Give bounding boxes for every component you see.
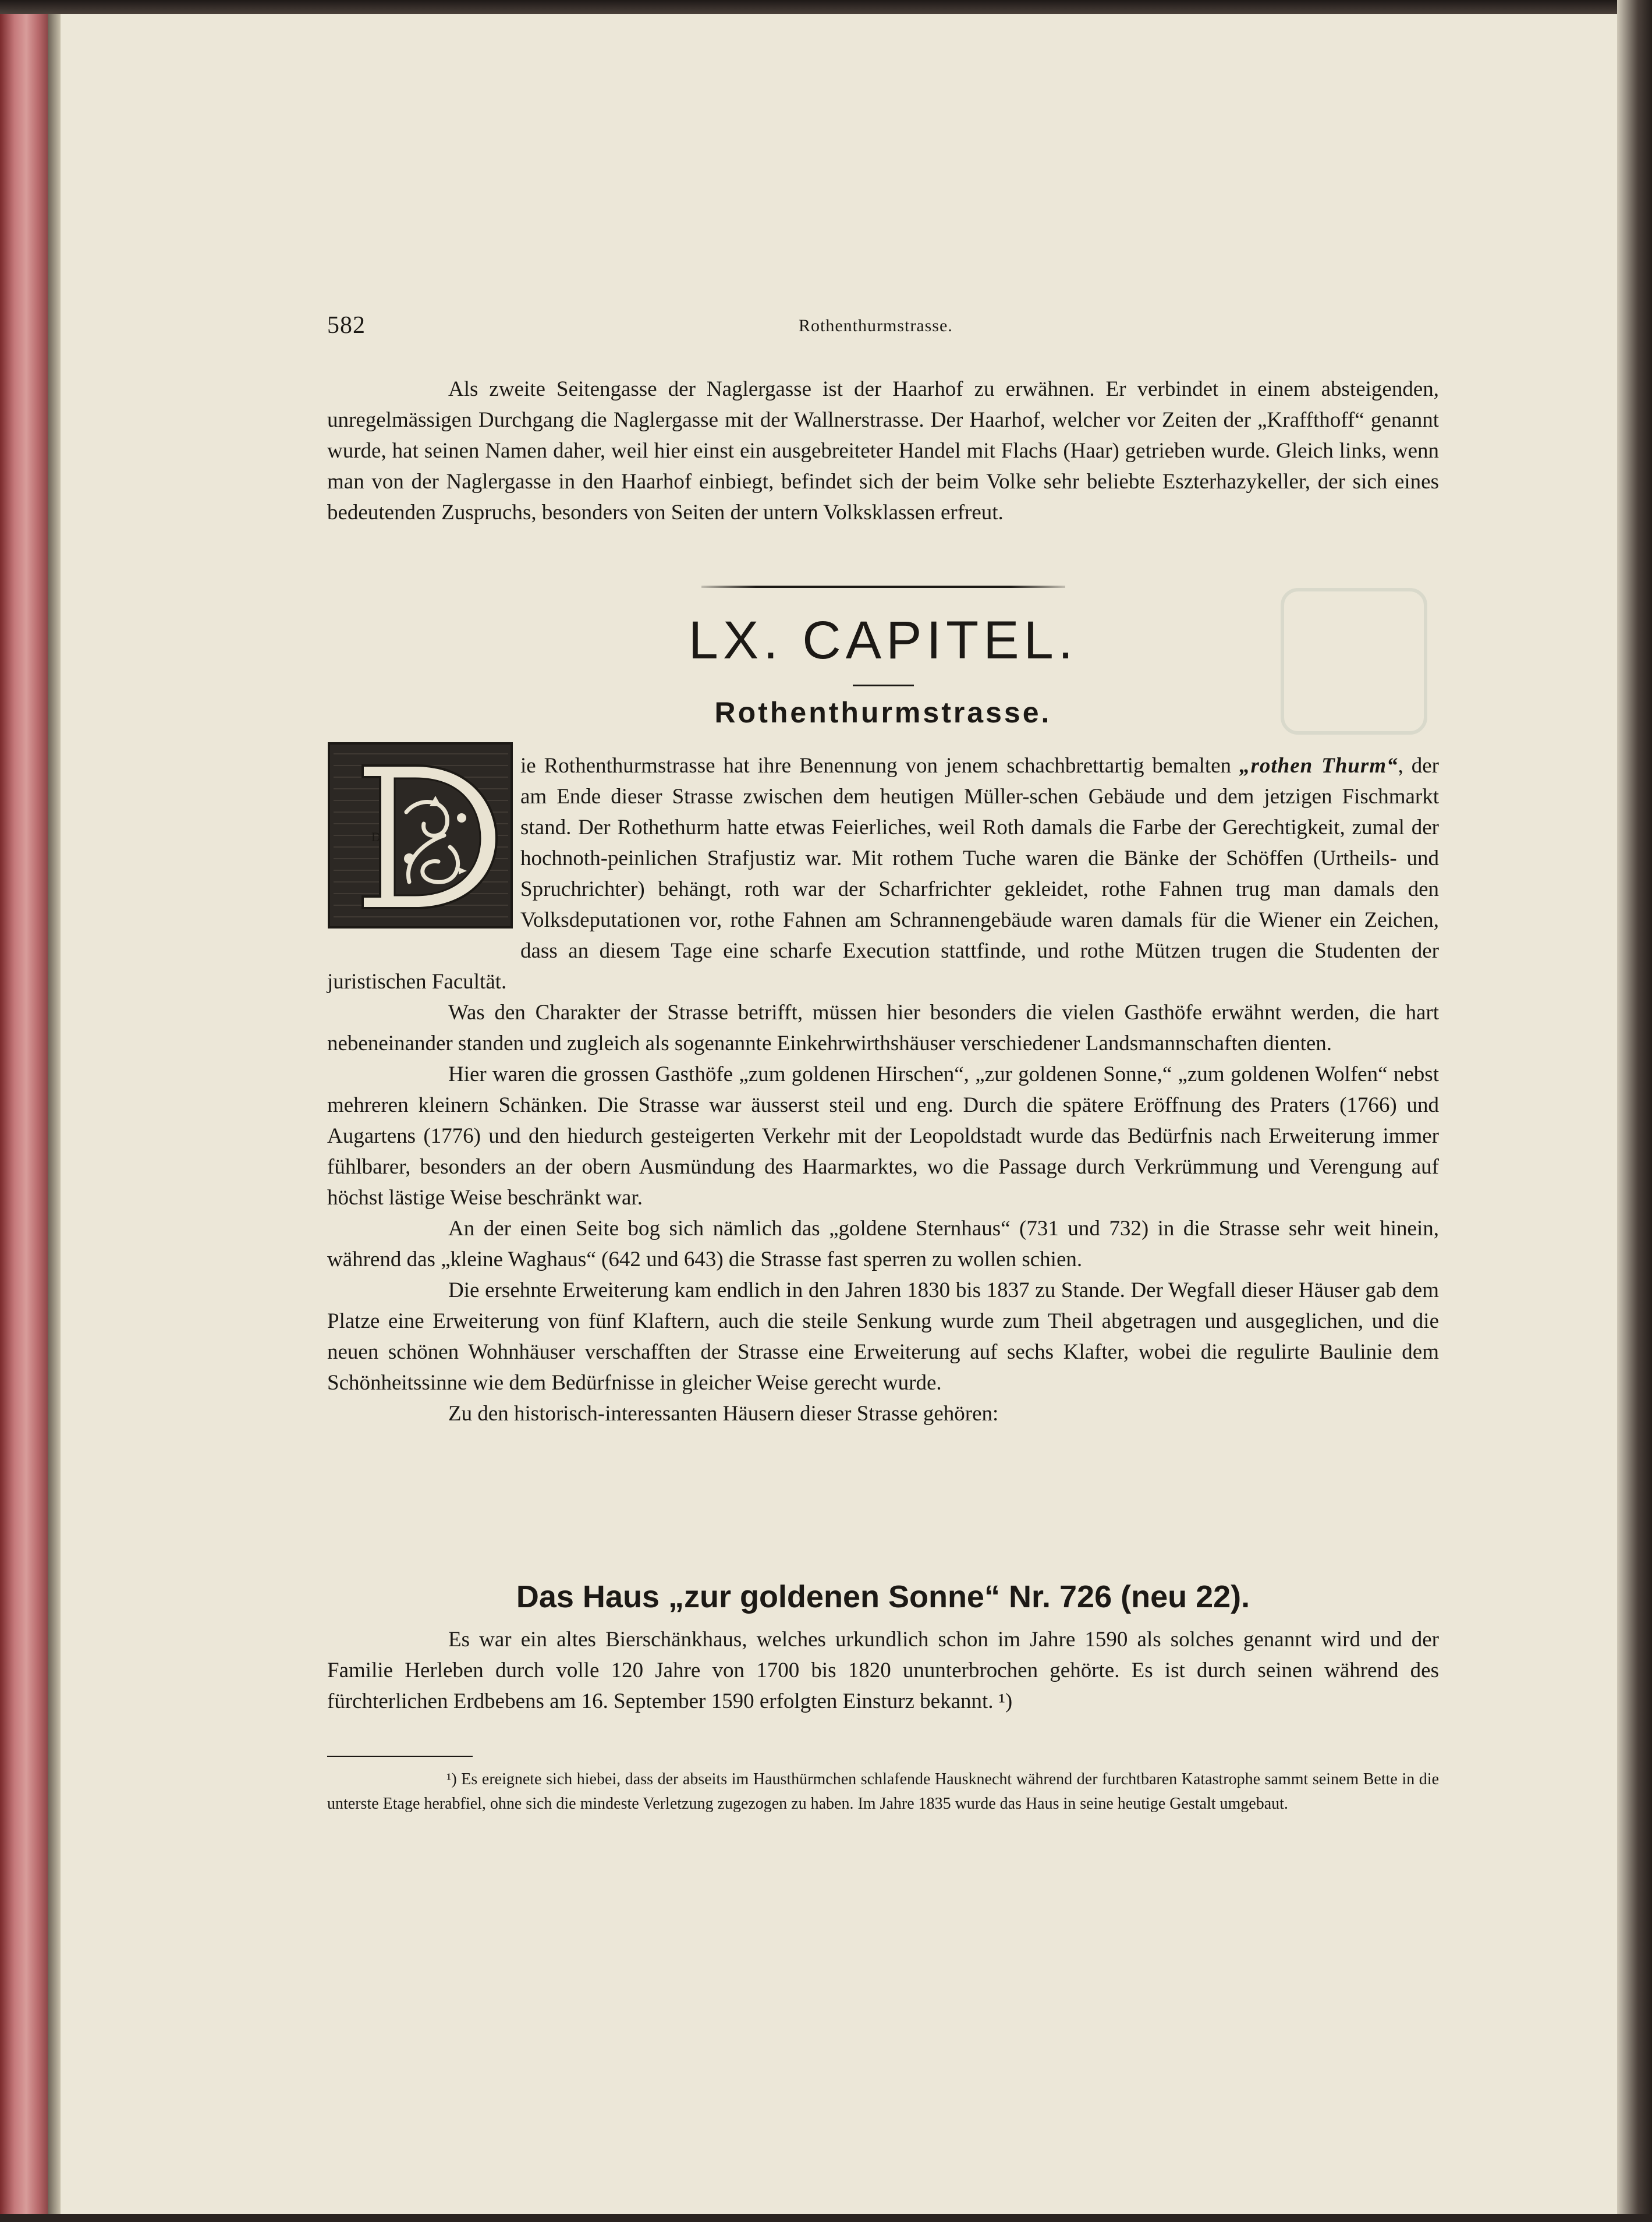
intro-paragraph: Als zweite Seitengasse der Naglergasse ist der Haarhof zu erwähnen. Er verbindet in einem absteigenden, unregelmässigen Durchgang die Naglergasse mit der Wallnerstrasse. Der Haarhof, welcher vor Zeiten der „Kraffthoff“ genannt wurde, hat seinen Namen daher, weil hier einst ein ausgebreiteter Handel mit Flachs (Haar) getrieben wurde. Gleich links, wenn man von der Naglergasse in den Haarhof einbiegt, befindet sich der beim Volke sehr beliebte Eszterhazykeller, der sich eines bedeutenden Zuspruchs, besonders von Seiten der untern Volksklassen erfreut. [327,377,1439,525]
book-spine [0,0,48,2222]
initial-letter-text: D [371,830,381,844]
house-heading: Das Haus „zur goldenen Sonne“ Nr. 726 (neu 22). [516,1579,1250,1614]
chapter-rule [853,685,914,686]
ornamental-initial [328,742,513,929]
paragraph-1-end: , der am Ende dieser Strasse zwischen dem heutigen Müller-schen Gebäude und dem jetzigen Fischmarkt stand. Der Rothethurm hatte etwas Feierliches, weil Roth damals die Farbe der Gerechtigkeit, zumal der hochnoth-peinlichen Strafjustiz war. Mit rothem Tuche waren die Bänke der Schöffen (Urtheils- und Spruchrichter) behängt, roth war der Scharfrichter gekleidet, rothe Fahnen trug man damals den Volksdeputationen vor, rothe Fahnen am Schrannengebäude waren damals für die Wiener ein Zeichen, dass an diesem Tage eine scharfe Execution stattfinde, und rothe Mützen trugen die Studenten der juristischen Facultät. [327,754,1439,994]
chapter-heading: LX. CAPITEL. [688,611,1078,670]
page-number: 582 [327,312,366,339]
chapter-paragraph-5: Die ersehnte Erweiterung kam endlich in den Jahren 1830 bis 1837 zu Stande. Der Wegfall dieser Häuser gab dem Platze eine Erweiterung von fünf Klaftern, auch die steile Senkung wurde zum Theil abgetragen und ausgeglichen, und die neuen schönen Wohnhäuser verschafften der Strasse eine Erweiterung auf sechs Klafter, wobei die regulirte Baulinie dem Schönheitssinne wie dem Bedürfnisse in gleicher Weise gerecht wurde. [327,1278,1439,1395]
page-gutter [48,0,61,2222]
house-paragraph: Es war ein altes Bierschänkhaus, welches urkundlich schon im Jahre 1590 als solches genannt wird und der Familie Herleben durch volle 120 Jahre von 1700 bis 1820 ununterbrochen gehörte. Es ist durch seinen während des fürchterlichen Erdbebens am 16. September 1590 erfolgten Einsturz bekannt. ¹) [327,1628,1439,1713]
chapter-paragraph-2: Was den Charakter der Strasse betrifft, müssen hier besonders die vielen Gasthöfe erwähnt werden, die hart nebeneinander standen und zugleich als sogenannte Einkehrwirthshäuser verschiedener Landsmannschaften dienten. [327,1001,1439,1055]
paragraph-1-start: ie Rothenthurmstrasse hat ihre Benennung von jenem schachbrettartig bemalten [520,754,1239,778]
chapter-paragraph-3: Hier waren die grossen Gasthöfe „zum goldenen Hirschen“, „zur goldenen Sonne,“ „zum goldenen Wolfen“ nebst mehreren kleinern Schänken. Die Strasse war äusserst steil und eng. Durch die spätere Eröffnung des Praters (1766) und Augartens (1776) und den hiedurch gesteigerten Verkehr mit der Leopoldstadt wurde das Bedürfnis nach Erweiterung immer fühlbarer, besonders an der obern Ausmündung des Haarmarktes, wo die Passage durch Verkrümmung und Verengung auf höchst lästige Weise beschränkt war. [327,1062,1439,1210]
top-edge [0,0,1652,14]
footnote: ¹) Es ereignete sich hiebei, dass der abseits im Hausthürmchen schlafende Hausknecht während der furchtbaren Katastrophe sammt seinem Bette in die unterste Etage herabfiel, ohne sich die mindeste Verletzung zugezogen zu haben. Im Jahre 1835 wurde das Haus in seine heutige Gestalt umgebaut. [327,1770,1439,1813]
chapter-paragraph-6: Zu den historisch-interessanten Häusern dieser Strasse gehören: [448,1402,999,1426]
running-head [327,311,1456,341]
section-divider [701,586,1065,588]
running-title: Rothenthurmstrasse. [799,316,953,335]
chapter-subheading: Rothenthurmstrasse. [714,696,1052,729]
bottom-edge [0,2214,1652,2222]
right-edge [1617,0,1652,2222]
footnote-rule [327,1756,473,1757]
fraktur-phrase: „rothen Thurm“ [1239,754,1398,778]
chapter-paragraph-4: An der einen Seite bog sich nämlich das „goldene Sternhaus“ (731 und 732) in die Strasse sehr weit hinein, während das „kleine Waghaus“ (642 und 643) die Strasse fast sperren zu wollen schien. [327,1217,1439,1271]
